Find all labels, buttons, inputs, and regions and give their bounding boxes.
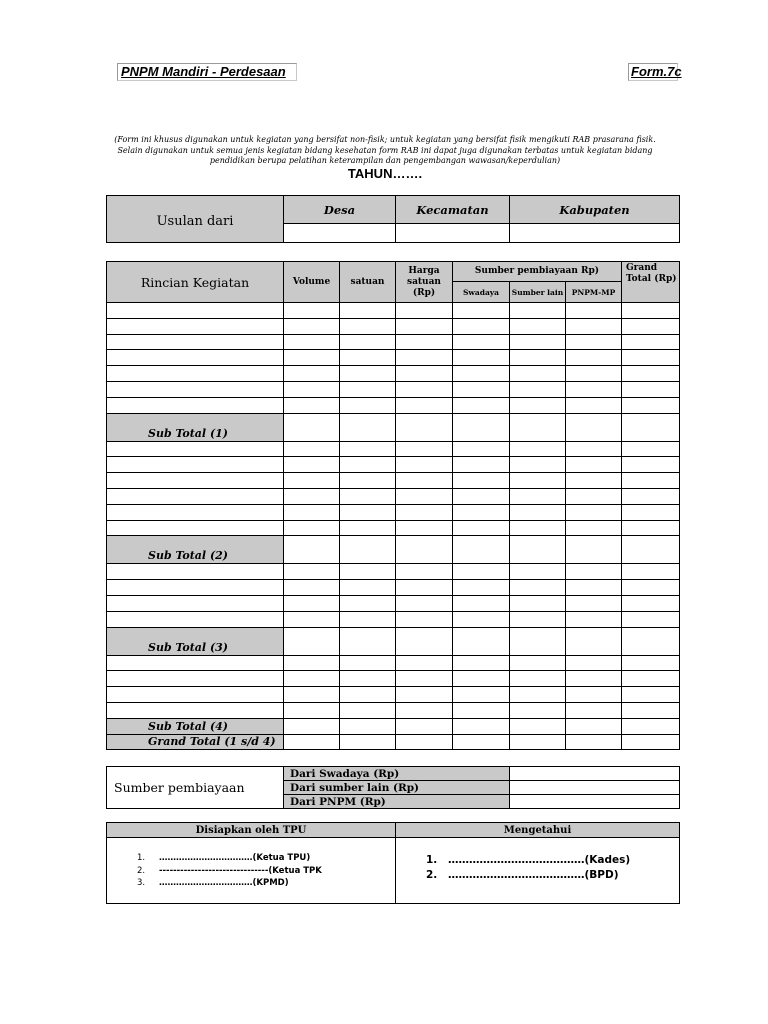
subtotal-label: Sub Total (4) (107, 718, 284, 734)
hdr-pnpm-mp: PNPM-MP (566, 282, 622, 303)
table-row (107, 318, 680, 334)
table-cell[interactable] (566, 350, 622, 366)
col-kecamatan: Kecamatan (396, 196, 510, 224)
list-item: 1. ……………………………(Ketua TPU) (137, 853, 311, 863)
table-cell[interactable] (284, 595, 340, 611)
table-cell[interactable] (284, 457, 340, 473)
table-row (107, 397, 680, 413)
subtotal-row (107, 627, 680, 655)
kabupaten-field[interactable] (510, 224, 680, 243)
subtotal-cell[interactable] (510, 734, 566, 750)
table-cell[interactable] (566, 611, 622, 627)
table-cell[interactable] (566, 595, 622, 611)
table-cell[interactable] (340, 381, 396, 397)
table-cell[interactable] (622, 488, 680, 504)
table-cell[interactable] (396, 611, 453, 627)
table-cell[interactable] (510, 473, 566, 489)
table-cell[interactable] (453, 397, 510, 413)
sumber-row-pnpm: Dari PNPM (Rp) (284, 795, 510, 809)
prepared-section (107, 838, 396, 904)
table-cell[interactable] (510, 334, 566, 350)
subtotal-cell[interactable] (396, 734, 453, 750)
table-cell[interactable] (453, 611, 510, 627)
table-cell[interactable] (510, 564, 566, 580)
table-cell[interactable] (396, 441, 453, 457)
table-cell[interactable] (622, 655, 680, 671)
table-cell[interactable] (340, 334, 396, 350)
table-cell[interactable] (107, 350, 284, 366)
table-cell[interactable] (622, 318, 680, 334)
subtotal-cell[interactable] (453, 627, 510, 655)
hdr-satuan: satuan (340, 262, 396, 303)
table-cell[interactable] (396, 366, 453, 382)
table-cell[interactable] (453, 334, 510, 350)
sumber-value-swadaya[interactable] (510, 767, 680, 781)
list-item: 3. ……………………………(KPMD) (137, 878, 289, 888)
table-cell[interactable] (622, 381, 680, 397)
table-cell[interactable] (453, 564, 510, 580)
table-cell[interactable] (453, 504, 510, 520)
table-cell[interactable] (340, 520, 396, 536)
table-cell[interactable] (622, 334, 680, 350)
table-cell[interactable] (396, 655, 453, 671)
table-cell[interactable] (107, 441, 284, 457)
table-cell[interactable] (284, 397, 340, 413)
subtotal-cell[interactable] (510, 536, 566, 564)
table-cell[interactable] (622, 441, 680, 457)
table-cell[interactable] (340, 350, 396, 366)
table-cell[interactable] (453, 671, 510, 687)
table-cell[interactable] (340, 488, 396, 504)
table-cell[interactable] (622, 687, 680, 703)
table-cell[interactable] (622, 520, 680, 536)
table-row (107, 457, 680, 473)
table-cell[interactable] (107, 580, 284, 596)
table-cell[interactable] (510, 318, 566, 334)
table-row (107, 303, 680, 319)
table-cell[interactable] (510, 687, 566, 703)
table-cell[interactable] (107, 595, 284, 611)
table-cell[interactable] (510, 350, 566, 366)
table-cell[interactable] (453, 350, 510, 366)
table-cell[interactable] (107, 381, 284, 397)
table-cell[interactable] (340, 564, 396, 580)
table-row (107, 366, 680, 382)
sumber-value-lain[interactable] (510, 781, 680, 795)
table-cell[interactable] (510, 702, 566, 718)
table-cell[interactable] (622, 473, 680, 489)
table-cell[interactable] (396, 457, 453, 473)
table-row (107, 671, 680, 687)
subtotal-cell[interactable] (510, 413, 566, 441)
desa-field[interactable] (284, 224, 396, 243)
table-cell[interactable] (284, 488, 340, 504)
sumber-value-pnpm[interactable] (510, 795, 680, 809)
intro-note: (Form ini khusus digunakan untuk kegiatan yang bersifat non-fisik; untuk kegiatan yang bersifat fisik mengikuti RAB prasarana fisik. Selain digunakan untuk semua jenis kegiatan bidang kesehatan form RAB ini dapat juga digunakan terbatas untuk kegiatan bidang pendidikan berupa pelatihan keterampilan dan pengembangan wawasan/keperdulian) (114, 135, 656, 165)
table-row (107, 504, 680, 520)
kecamatan-field[interactable] (396, 224, 510, 243)
table-cell[interactable] (340, 457, 396, 473)
list-item: 2. …………………………………(BPD) (426, 869, 619, 881)
table-row (107, 520, 680, 536)
table-cell[interactable] (510, 580, 566, 596)
program-title: PNPM Mandiri - Perdesaan (117, 63, 297, 81)
usulan-label: Usulan dari (107, 196, 284, 243)
table-row (107, 687, 680, 703)
table-cell[interactable] (396, 564, 453, 580)
table-cell[interactable] (566, 655, 622, 671)
subtotal-cell[interactable] (453, 718, 510, 734)
subtotal-cell[interactable] (340, 536, 396, 564)
table-cell[interactable] (510, 441, 566, 457)
table-row (107, 334, 680, 350)
table-cell[interactable] (622, 303, 680, 319)
subtotal-cell[interactable] (566, 413, 622, 441)
table-row (107, 441, 680, 457)
table-cell[interactable] (566, 366, 622, 382)
subtotal-row (107, 536, 680, 564)
table-cell[interactable] (107, 564, 284, 580)
table-cell[interactable] (566, 473, 622, 489)
subtotal-cell[interactable] (566, 734, 622, 750)
table-cell[interactable] (340, 504, 396, 520)
subtotal-cell[interactable] (566, 536, 622, 564)
subtotal-cell[interactable] (340, 413, 396, 441)
table-cell[interactable] (566, 381, 622, 397)
table-cell[interactable] (453, 595, 510, 611)
subtotal-cell[interactable] (284, 536, 340, 564)
subtotal-cell[interactable] (284, 413, 340, 441)
table-cell[interactable] (566, 671, 622, 687)
hdr-sumber-lain: Sumber lain (510, 282, 566, 303)
table-cell[interactable] (396, 488, 453, 504)
table-cell[interactable] (284, 564, 340, 580)
subtotal-cell[interactable] (510, 627, 566, 655)
table-cell[interactable] (453, 655, 510, 671)
subtotal-cell[interactable] (284, 627, 340, 655)
table-cell[interactable] (453, 488, 510, 504)
table-cell[interactable] (622, 457, 680, 473)
table-cell[interactable] (284, 520, 340, 536)
table-cell[interactable] (107, 473, 284, 489)
table-cell[interactable] (107, 334, 284, 350)
year-label: TAHUN……. (347, 166, 423, 181)
table-cell[interactable] (284, 702, 340, 718)
col-desa: Desa (284, 196, 396, 224)
hdr-grand-total: Grand Total (Rp) (622, 262, 680, 303)
table-cell[interactable] (453, 318, 510, 334)
subtotal-cell[interactable] (340, 734, 396, 750)
subtotal-cell[interactable] (453, 413, 510, 441)
table-cell[interactable] (510, 504, 566, 520)
rincian-table (106, 261, 680, 750)
table-row (107, 488, 680, 504)
sumber-table (106, 766, 680, 809)
table-cell[interactable] (107, 303, 284, 319)
subtotal-cell[interactable] (566, 718, 622, 734)
table-cell[interactable] (566, 488, 622, 504)
table-cell[interactable] (510, 303, 566, 319)
table-row (107, 702, 680, 718)
table-cell[interactable] (453, 441, 510, 457)
table-cell[interactable] (396, 381, 453, 397)
table-cell[interactable] (107, 671, 284, 687)
subtotal-cell[interactable] (622, 536, 680, 564)
table-cell[interactable] (284, 580, 340, 596)
subtotal-cell[interactable] (340, 718, 396, 734)
subtotal-cell[interactable] (622, 718, 680, 734)
sumber-row-swadaya: Dari Swadaya (Rp) (284, 767, 510, 781)
sumber-row-lain: Dari sumber lain (Rp) (284, 781, 510, 795)
subtotal-label: Sub Total (3) (107, 627, 284, 655)
subtotal-row (107, 413, 680, 441)
table-cell[interactable] (340, 441, 396, 457)
subtotal-cell[interactable] (396, 536, 453, 564)
table-cell[interactable] (510, 520, 566, 536)
table-row (107, 595, 680, 611)
acknowledged-section (396, 838, 680, 904)
table-cell[interactable] (510, 611, 566, 627)
table-cell[interactable] (622, 504, 680, 520)
table-cell[interactable] (107, 457, 284, 473)
table-cell[interactable] (107, 520, 284, 536)
table-cell[interactable] (340, 671, 396, 687)
table-cell[interactable] (396, 473, 453, 489)
table-cell[interactable] (622, 595, 680, 611)
table-cell[interactable] (396, 702, 453, 718)
table-cell[interactable] (510, 366, 566, 382)
table-cell[interactable] (510, 381, 566, 397)
table-cell[interactable] (566, 318, 622, 334)
hdr-sumber-pembiayaan: Sumber pembiayaan Rp) (453, 262, 622, 282)
table-cell[interactable] (396, 350, 453, 366)
table-cell[interactable] (107, 611, 284, 627)
table-cell[interactable] (622, 366, 680, 382)
table-cell[interactable] (622, 611, 680, 627)
table-cell[interactable] (340, 318, 396, 334)
subtotal-cell[interactable] (622, 734, 680, 750)
hdr-volume: Volume (284, 262, 340, 303)
table-cell[interactable] (622, 397, 680, 413)
table-cell[interactable] (396, 671, 453, 687)
table-cell[interactable] (566, 564, 622, 580)
table-cell[interactable] (340, 655, 396, 671)
table-cell[interactable] (340, 595, 396, 611)
table-cell[interactable] (107, 687, 284, 703)
table-cell[interactable] (566, 334, 622, 350)
table-cell[interactable] (453, 366, 510, 382)
prepared-list (107, 838, 395, 890)
table-cell[interactable] (340, 687, 396, 703)
prepared-header: Disiapkan oleh TPU (107, 823, 396, 838)
table-cell[interactable] (284, 611, 340, 627)
subtotal-cell[interactable] (340, 627, 396, 655)
table-cell[interactable] (566, 580, 622, 596)
table-cell[interactable] (453, 457, 510, 473)
acknowledged-header: Mengetahui (396, 823, 680, 838)
table-cell[interactable] (396, 397, 453, 413)
subtotal-cell[interactable] (566, 627, 622, 655)
table-cell[interactable] (396, 504, 453, 520)
table-cell[interactable] (396, 580, 453, 596)
signature-table (106, 822, 680, 904)
subtotal-cell[interactable] (453, 734, 510, 750)
list-item: 2. -------------------------------(Ketua TPK (137, 865, 322, 876)
table-cell[interactable] (622, 671, 680, 687)
subtotal-row (107, 734, 680, 750)
table-cell[interactable] (396, 595, 453, 611)
table-cell[interactable] (284, 334, 340, 350)
table-cell[interactable] (453, 473, 510, 489)
table-cell[interactable] (107, 655, 284, 671)
table-cell[interactable] (396, 303, 453, 319)
table-cell[interactable] (622, 702, 680, 718)
table-cell[interactable] (566, 504, 622, 520)
subtotal-label: Sub Total (1) (107, 413, 284, 441)
table-cell[interactable] (107, 318, 284, 334)
subtotal-row (107, 718, 680, 734)
table-cell[interactable] (453, 687, 510, 703)
subtotal-label: Grand Total (1 s/d 4) (107, 734, 284, 750)
table-row (107, 580, 680, 596)
hdr-swadaya: Swadaya (453, 282, 510, 303)
table-cell[interactable] (284, 504, 340, 520)
table-cell[interactable] (107, 504, 284, 520)
table-cell[interactable] (453, 702, 510, 718)
table-cell[interactable] (566, 520, 622, 536)
table-row (107, 655, 680, 671)
subtotal-cell[interactable] (510, 718, 566, 734)
subtotal-cell[interactable] (284, 718, 340, 734)
subtotal-cell[interactable] (284, 734, 340, 750)
table-cell[interactable] (396, 318, 453, 334)
table-cell[interactable] (340, 580, 396, 596)
table-cell[interactable] (107, 397, 284, 413)
table-row (107, 611, 680, 627)
table-cell[interactable] (107, 488, 284, 504)
table-cell[interactable] (107, 702, 284, 718)
table-cell[interactable] (284, 687, 340, 703)
table-cell[interactable] (510, 397, 566, 413)
subtotal-cell[interactable] (396, 627, 453, 655)
table-cell[interactable] (340, 611, 396, 627)
table-cell[interactable] (396, 334, 453, 350)
form-code: Form.7c (628, 63, 678, 81)
subtotal-cell[interactable] (453, 536, 510, 564)
table-cell[interactable] (566, 441, 622, 457)
subtotal-cell[interactable] (622, 413, 680, 441)
sumber-label: Sumber pembiayaan (107, 767, 284, 809)
acknowledged-list (396, 838, 679, 883)
subtotal-cell[interactable] (396, 413, 453, 441)
table-cell[interactable] (340, 366, 396, 382)
table-cell[interactable] (566, 702, 622, 718)
table-cell[interactable] (284, 303, 340, 319)
table-cell[interactable] (453, 520, 510, 536)
usulan-table (106, 195, 680, 243)
table-cell[interactable] (340, 473, 396, 489)
hdr-rincian-kegiatan: Rincian Kegiatan (107, 262, 284, 303)
table-cell[interactable] (340, 397, 396, 413)
table-cell[interactable] (284, 350, 340, 366)
table-cell[interactable] (453, 381, 510, 397)
table-row (107, 381, 680, 397)
table-cell[interactable] (284, 671, 340, 687)
table-cell[interactable] (284, 655, 340, 671)
table-cell[interactable] (396, 687, 453, 703)
table-row (107, 350, 680, 366)
table-cell[interactable] (510, 457, 566, 473)
subtotal-label: Sub Total (2) (107, 536, 284, 564)
table-cell[interactable] (284, 473, 340, 489)
hdr-harga-satuan: Harga satuan (Rp) (396, 262, 453, 303)
table-cell[interactable] (340, 303, 396, 319)
table-cell[interactable] (622, 580, 680, 596)
table-cell[interactable] (566, 303, 622, 319)
subtotal-cell[interactable] (622, 627, 680, 655)
table-cell[interactable] (453, 580, 510, 596)
table-cell[interactable] (566, 687, 622, 703)
col-kabupaten: Kabupaten (510, 196, 680, 224)
table-cell[interactable] (510, 671, 566, 687)
table-cell[interactable] (284, 318, 340, 334)
table-cell[interactable] (284, 366, 340, 382)
table-row (107, 473, 680, 489)
table-cell[interactable] (566, 397, 622, 413)
table-cell[interactable] (566, 457, 622, 473)
table-cell[interactable] (396, 520, 453, 536)
table-cell[interactable] (453, 303, 510, 319)
table-cell[interactable] (510, 655, 566, 671)
table-cell[interactable] (622, 564, 680, 580)
table-row (107, 564, 680, 580)
table-cell[interactable] (107, 366, 284, 382)
table-cell[interactable] (284, 381, 340, 397)
list-item: 1. …………………………………(Kades) (426, 854, 631, 866)
subtotal-cell[interactable] (396, 718, 453, 734)
table-cell[interactable] (510, 488, 566, 504)
table-cell[interactable] (622, 350, 680, 366)
table-cell[interactable] (340, 702, 396, 718)
table-cell[interactable] (284, 441, 340, 457)
table-cell[interactable] (510, 595, 566, 611)
